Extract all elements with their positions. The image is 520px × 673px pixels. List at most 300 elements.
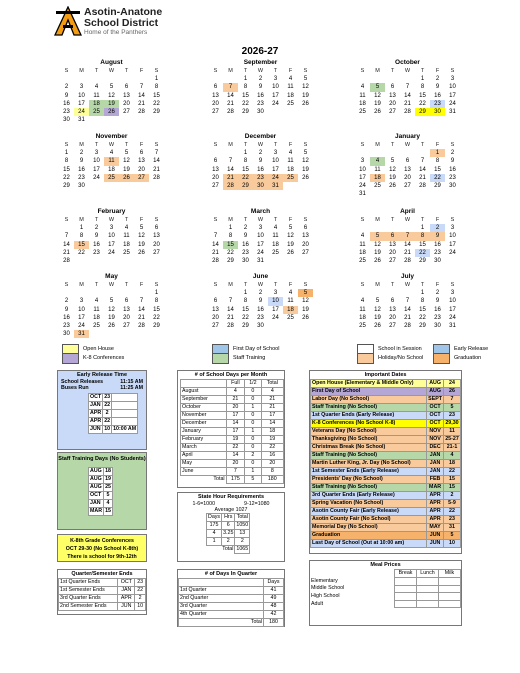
day-cell[interactable]: 8 xyxy=(420,298,425,305)
day-cell[interactable]: 24 xyxy=(272,314,279,321)
day-cell[interactable]: 5 xyxy=(109,84,114,91)
day-cell[interactable]: 10 xyxy=(272,158,279,165)
day-cell[interactable]: 9 xyxy=(79,158,84,165)
day-cell[interactable]: 13 xyxy=(302,233,309,240)
day-cell[interactable]: 8 xyxy=(154,84,159,91)
day-cell[interactable]: 21 xyxy=(212,249,219,256)
day-cell[interactable]: 19 xyxy=(374,314,381,321)
day-cell[interactable]: 23 xyxy=(257,314,264,321)
day-cell[interactable]: 11 xyxy=(93,92,100,99)
day-cell[interactable]: 6 xyxy=(385,232,400,240)
day-cell[interactable]: 30 xyxy=(430,108,445,116)
day-cell[interactable]: 28 xyxy=(227,323,234,330)
day-cell[interactable]: 21 xyxy=(404,100,411,107)
day-cell[interactable]: 1 xyxy=(79,225,84,232)
day-cell[interactable]: 6 xyxy=(139,150,144,157)
day-cell[interactable]: 26 xyxy=(302,314,309,321)
day-cell[interactable]: 4 xyxy=(288,150,293,157)
day-cell[interactable]: 7 xyxy=(139,298,144,305)
day-cell[interactable]: 2 xyxy=(430,224,445,232)
day-cell[interactable]: 30 xyxy=(242,258,249,265)
day-cell[interactable]: 30 xyxy=(257,109,264,116)
day-cell[interactable]: 20 xyxy=(212,314,219,321)
day-cell[interactable]: 13 xyxy=(389,306,396,313)
day-cell[interactable]: 19 xyxy=(302,92,309,99)
day-cell[interactable]: 15 xyxy=(223,241,238,249)
day-cell[interactable]: 17 xyxy=(272,166,279,173)
day-cell[interactable]: 26 xyxy=(302,174,309,181)
day-cell[interactable]: 7 xyxy=(420,158,425,165)
day-cell[interactable]: 21 xyxy=(63,249,70,256)
day-cell[interactable]: 5 xyxy=(375,298,380,305)
day-cell[interactable]: 7 xyxy=(405,298,410,305)
day-cell[interactable]: 13 xyxy=(123,92,130,99)
day-cell[interactable]: 15 xyxy=(419,92,426,99)
day-cell[interactable]: 4 xyxy=(273,225,278,232)
day-cell[interactable]: 7 xyxy=(400,232,415,240)
day-cell[interactable]: 28 xyxy=(227,109,234,116)
day-cell[interactable]: 25 xyxy=(359,323,366,330)
day-cell[interactable]: 7 xyxy=(228,298,233,305)
day-cell[interactable]: 15 xyxy=(153,306,160,313)
day-cell[interactable]: 16 xyxy=(449,166,456,173)
day-cell[interactable]: 27 xyxy=(212,109,219,116)
day-cell[interactable]: 28 xyxy=(404,258,411,265)
day-cell[interactable]: 15 xyxy=(153,92,160,99)
day-cell[interactable]: 1 xyxy=(154,290,159,297)
day-cell[interactable]: 12 xyxy=(302,84,309,91)
day-cell[interactable]: 4 xyxy=(360,84,365,91)
day-cell[interactable]: 23 xyxy=(253,174,268,182)
day-cell[interactable]: 31 xyxy=(449,109,456,116)
day-cell[interactable]: 13 xyxy=(153,233,160,240)
day-cell[interactable]: 1 xyxy=(420,290,425,297)
day-cell[interactable]: 6 xyxy=(154,225,159,232)
day-cell[interactable]: 10 xyxy=(257,233,264,240)
day-cell[interactable]: 21 xyxy=(138,314,145,321)
day-cell[interactable]: 20 xyxy=(153,241,160,248)
day-cell[interactable]: 12 xyxy=(374,241,381,248)
day-cell[interactable]: 23 xyxy=(449,174,456,181)
day-cell[interactable]: 1 xyxy=(420,76,425,83)
day-cell[interactable]: 14 xyxy=(138,306,145,313)
day-cell[interactable]: 7 xyxy=(405,84,410,91)
day-cell[interactable]: 28 xyxy=(138,323,145,330)
day-cell[interactable]: 9 xyxy=(64,92,69,99)
day-cell[interactable]: 1 xyxy=(243,290,248,297)
day-cell[interactable]: 18 xyxy=(123,241,130,248)
day-cell[interactable]: 1 xyxy=(64,150,69,157)
day-cell[interactable]: 2 xyxy=(435,290,440,297)
day-cell[interactable]: 2 xyxy=(450,150,455,157)
day-cell[interactable]: 4 xyxy=(124,225,129,232)
day-cell[interactable]: 5 xyxy=(370,83,385,91)
day-cell[interactable]: 17 xyxy=(449,306,456,313)
day-cell[interactable]: 12 xyxy=(287,233,294,240)
day-cell[interactable]: 13 xyxy=(212,166,219,173)
day-cell[interactable]: 25 xyxy=(374,183,381,190)
day-cell[interactable]: 8 xyxy=(64,158,69,165)
day-cell[interactable]: 2 xyxy=(94,225,99,232)
day-cell[interactable]: 16 xyxy=(434,306,441,313)
day-cell[interactable]: 27 xyxy=(123,109,130,116)
day-cell[interactable]: 1 xyxy=(243,76,248,83)
day-cell[interactable]: 11 xyxy=(359,241,366,248)
day-cell[interactable]: 20 xyxy=(389,100,396,107)
day-cell[interactable]: 9 xyxy=(258,158,263,165)
day-cell[interactable]: 25 xyxy=(287,314,294,321)
day-cell[interactable]: 9 xyxy=(94,233,99,240)
day-cell[interactable]: 6 xyxy=(213,158,218,165)
day-cell[interactable]: 27 xyxy=(302,249,309,256)
day-cell[interactable]: 18 xyxy=(359,249,366,256)
day-cell[interactable]: 7 xyxy=(154,150,159,157)
day-cell[interactable]: 30 xyxy=(257,323,264,330)
day-cell[interactable]: 23 xyxy=(257,100,264,107)
day-cell[interactable]: 1 xyxy=(154,76,159,83)
day-cell[interactable]: 13 xyxy=(212,92,219,99)
day-cell[interactable]: 4 xyxy=(288,290,293,297)
day-cell[interactable]: 11 xyxy=(359,306,366,313)
day-cell[interactable]: 26 xyxy=(108,323,115,330)
day-cell[interactable]: 13 xyxy=(389,92,396,99)
day-cell[interactable]: 22 xyxy=(153,314,160,321)
day-cell[interactable]: 8 xyxy=(243,84,248,91)
day-cell[interactable]: 27 xyxy=(153,249,160,256)
day-cell[interactable]: 9 xyxy=(243,233,248,240)
day-cell[interactable]: 28 xyxy=(223,182,238,190)
day-cell[interactable]: 22 xyxy=(419,314,426,321)
day-cell[interactable]: 25 xyxy=(93,323,100,330)
day-cell[interactable]: 9 xyxy=(64,306,69,313)
day-cell[interactable]: 15 xyxy=(242,92,249,99)
day-cell[interactable]: 11 xyxy=(359,92,366,99)
day-cell[interactable]: 29 xyxy=(419,258,426,265)
day-cell[interactable]: 12 xyxy=(389,166,396,173)
day-cell[interactable]: 28 xyxy=(404,109,411,116)
day-cell[interactable]: 17 xyxy=(272,92,279,99)
day-cell[interactable]: 8 xyxy=(228,233,233,240)
day-cell[interactable]: 2 xyxy=(258,76,263,83)
day-cell[interactable]: 29 xyxy=(242,323,249,330)
day-cell[interactable]: 28 xyxy=(419,183,426,190)
day-cell[interactable]: 6 xyxy=(390,84,395,91)
day-cell[interactable]: 18 xyxy=(287,92,294,99)
day-cell[interactable]: 27 xyxy=(123,323,130,330)
day-cell[interactable]: 19 xyxy=(374,249,381,256)
day-cell[interactable]: 23 xyxy=(93,249,100,256)
day-cell[interactable]: 13 xyxy=(212,306,219,313)
day-cell[interactable]: 25 xyxy=(359,109,366,116)
day-cell[interactable]: 26 xyxy=(138,249,145,256)
day-cell[interactable]: 3 xyxy=(109,225,114,232)
day-cell[interactable]: 11 xyxy=(287,84,294,91)
day-cell[interactable]: 30 xyxy=(63,331,70,338)
day-cell[interactable]: 19 xyxy=(374,100,381,107)
day-cell[interactable]: 4 xyxy=(360,233,365,240)
day-cell[interactable]: 1 xyxy=(430,149,445,157)
day-cell[interactable]: 29 xyxy=(153,323,160,330)
day-cell[interactable]: 9 xyxy=(450,158,455,165)
day-cell[interactable]: 6 xyxy=(213,84,218,91)
day-cell[interactable]: 5 xyxy=(303,150,308,157)
day-cell[interactable]: 11 xyxy=(287,158,294,165)
day-cell[interactable]: 3 xyxy=(273,76,278,83)
day-cell[interactable]: 16 xyxy=(257,92,264,99)
day-cell[interactable]: 25 xyxy=(283,174,298,182)
day-cell[interactable]: 2 xyxy=(64,298,69,305)
day-cell[interactable]: 8 xyxy=(243,158,248,165)
day-cell[interactable]: 19 xyxy=(287,241,294,248)
day-cell[interactable]: 12 xyxy=(374,92,381,99)
day-cell[interactable]: 19 xyxy=(302,166,309,173)
day-cell[interactable]: 4 xyxy=(360,298,365,305)
day-cell[interactable]: 9 xyxy=(430,232,445,240)
day-cell[interactable]: 2 xyxy=(435,76,440,83)
day-cell[interactable]: 6 xyxy=(213,298,218,305)
day-cell[interactable]: 12 xyxy=(108,92,115,99)
day-cell[interactable]: 10 xyxy=(78,306,85,313)
day-cell[interactable]: 30 xyxy=(78,183,85,190)
day-cell[interactable]: 4 xyxy=(94,298,99,305)
day-cell[interactable]: 13 xyxy=(404,166,411,173)
day-cell[interactable]: 15 xyxy=(63,166,70,173)
day-cell[interactable]: 22 xyxy=(63,174,70,181)
day-cell[interactable]: 22 xyxy=(227,249,234,256)
day-cell[interactable]: 23 xyxy=(63,323,70,330)
day-cell[interactable]: 11 xyxy=(93,306,100,313)
day-cell[interactable]: 27 xyxy=(389,109,396,116)
day-cell[interactable]: 18 xyxy=(359,314,366,321)
day-cell[interactable]: 16 xyxy=(78,166,85,173)
day-cell[interactable]: 12 xyxy=(138,233,145,240)
day-cell[interactable]: 4 xyxy=(370,157,385,165)
day-cell[interactable]: 2 xyxy=(64,84,69,91)
day-cell[interactable]: 1 xyxy=(228,225,233,232)
day-cell[interactable]: 8 xyxy=(154,298,159,305)
day-cell[interactable]: 23 xyxy=(78,174,85,181)
day-cell[interactable]: 29 xyxy=(242,109,249,116)
day-cell[interactable]: 3 xyxy=(450,225,455,232)
day-cell[interactable]: 20 xyxy=(389,314,396,321)
day-cell[interactable]: 26 xyxy=(119,174,134,182)
day-cell[interactable]: 14 xyxy=(404,241,411,248)
day-cell[interactable]: 5 xyxy=(370,232,385,240)
day-cell[interactable]: 20 xyxy=(138,166,145,173)
day-cell[interactable]: 29 xyxy=(419,323,426,330)
day-cell[interactable]: 17 xyxy=(272,306,279,313)
day-cell[interactable]: 13 xyxy=(123,306,130,313)
day-cell[interactable]: 9 xyxy=(258,298,263,305)
day-cell[interactable]: 30 xyxy=(449,183,456,190)
day-cell[interactable]: 22 xyxy=(430,174,445,182)
day-cell[interactable]: 25 xyxy=(272,249,279,256)
day-cell[interactable]: 24 xyxy=(78,323,85,330)
day-cell[interactable]: 24 xyxy=(272,100,279,107)
day-cell[interactable]: 15 xyxy=(242,166,249,173)
day-cell[interactable]: 7 xyxy=(228,158,233,165)
day-cell[interactable]: 3 xyxy=(258,225,263,232)
day-cell[interactable]: 14 xyxy=(227,306,234,313)
day-cell[interactable]: 21 xyxy=(153,166,160,173)
day-cell[interactable]: 29 xyxy=(63,183,70,190)
day-cell[interactable]: 20 xyxy=(212,100,219,107)
day-cell[interactable]: 22 xyxy=(238,174,253,182)
day-cell[interactable]: 16 xyxy=(242,241,249,248)
day-cell[interactable]: 14 xyxy=(227,166,234,173)
day-cell[interactable]: 10 xyxy=(268,297,283,305)
day-cell[interactable]: 20 xyxy=(212,174,219,181)
day-cell[interactable]: 23 xyxy=(242,249,249,256)
day-cell[interactable]: 22 xyxy=(78,249,85,256)
day-cell[interactable]: 5 xyxy=(390,158,395,165)
day-cell[interactable]: 6 xyxy=(390,298,395,305)
day-cell[interactable]: 3 xyxy=(450,290,455,297)
day-cell[interactable]: 15 xyxy=(242,306,249,313)
day-cell[interactable]: 5 xyxy=(124,150,129,157)
day-cell[interactable]: 19 xyxy=(123,166,130,173)
day-cell[interactable]: 16 xyxy=(63,314,70,321)
day-cell[interactable]: 15 xyxy=(419,306,426,313)
day-cell[interactable]: 11 xyxy=(374,166,381,173)
day-cell[interactable]: 2 xyxy=(258,150,263,157)
day-cell[interactable]: 21 xyxy=(223,174,238,182)
day-cell[interactable]: 30 xyxy=(253,182,268,190)
day-cell[interactable]: 8 xyxy=(243,298,248,305)
day-cell[interactable]: 18 xyxy=(283,306,298,314)
day-cell[interactable]: 3 xyxy=(450,76,455,83)
day-cell[interactable]: 30 xyxy=(434,258,441,265)
day-cell[interactable]: 20 xyxy=(123,100,130,107)
day-cell[interactable]: 19 xyxy=(104,100,119,108)
day-cell[interactable]: 12 xyxy=(374,306,381,313)
day-cell[interactable]: 8 xyxy=(79,233,84,240)
day-cell[interactable]: 3 xyxy=(79,84,84,91)
day-cell[interactable]: 1 xyxy=(420,225,425,232)
day-cell[interactable]: 31 xyxy=(74,330,89,338)
day-cell[interactable]: 8 xyxy=(420,84,425,91)
day-cell[interactable]: 11 xyxy=(123,233,130,240)
day-cell[interactable]: 17 xyxy=(257,241,264,248)
day-cell[interactable]: 26 xyxy=(302,100,309,107)
day-cell[interactable]: 7 xyxy=(213,233,218,240)
day-cell[interactable]: 8 xyxy=(415,232,430,240)
day-cell[interactable]: 29 xyxy=(238,182,253,190)
day-cell[interactable]: 5 xyxy=(288,225,293,232)
day-cell[interactable]: 12 xyxy=(302,298,309,305)
day-cell[interactable]: 17 xyxy=(78,314,85,321)
day-cell[interactable]: 4 xyxy=(94,84,99,91)
day-cell[interactable]: 16 xyxy=(93,241,100,248)
day-cell[interactable]: 31 xyxy=(268,182,283,190)
day-cell[interactable]: 21 xyxy=(227,314,234,321)
day-cell[interactable]: 26 xyxy=(389,183,396,190)
day-cell[interactable]: 21 xyxy=(404,249,411,256)
day-cell[interactable]: 14 xyxy=(138,92,145,99)
day-cell[interactable]: 3 xyxy=(273,290,278,297)
day-cell[interactable]: 24 xyxy=(268,174,283,182)
day-cell[interactable]: 3 xyxy=(79,298,84,305)
day-cell[interactable]: 10 xyxy=(108,233,115,240)
day-cell[interactable]: 18 xyxy=(89,100,104,108)
day-cell[interactable]: 21 xyxy=(227,100,234,107)
day-cell[interactable]: 17 xyxy=(93,166,100,173)
day-cell[interactable]: 5 xyxy=(298,289,313,297)
day-cell[interactable]: 24 xyxy=(257,249,264,256)
day-cell[interactable]: 28 xyxy=(404,323,411,330)
day-cell[interactable]: 14 xyxy=(404,306,411,313)
day-cell[interactable]: 24 xyxy=(449,314,456,321)
day-cell[interactable]: 18 xyxy=(370,174,385,182)
day-cell[interactable]: 18 xyxy=(108,166,115,173)
day-cell[interactable]: 14 xyxy=(227,92,234,99)
day-cell[interactable]: 19 xyxy=(302,306,309,313)
day-cell[interactable]: 29 xyxy=(434,183,441,190)
day-cell[interactable]: 31 xyxy=(257,258,264,265)
day-cell[interactable]: 5 xyxy=(303,76,308,83)
day-cell[interactable]: 22 xyxy=(242,100,249,107)
day-cell[interactable]: 9 xyxy=(435,298,440,305)
day-cell[interactable]: 24 xyxy=(93,174,100,181)
day-cell[interactable]: 2 xyxy=(258,290,263,297)
day-cell[interactable]: 22 xyxy=(153,100,160,107)
day-cell[interactable]: 14 xyxy=(212,241,219,248)
day-cell[interactable]: 22 xyxy=(242,314,249,321)
day-cell[interactable]: 12 xyxy=(108,306,115,313)
day-cell[interactable]: 25 xyxy=(123,249,130,256)
day-cell[interactable]: 14 xyxy=(63,241,70,248)
day-cell[interactable]: 16 xyxy=(434,241,441,248)
day-cell[interactable]: 15 xyxy=(74,241,89,249)
day-cell[interactable]: 18 xyxy=(359,100,366,107)
day-cell[interactable]: 27 xyxy=(134,174,149,182)
day-cell[interactable]: 31 xyxy=(78,117,85,124)
day-cell[interactable]: 17 xyxy=(78,100,85,107)
day-cell[interactable]: 25 xyxy=(359,258,366,265)
day-cell[interactable]: 26 xyxy=(374,323,381,330)
day-cell[interactable]: 17 xyxy=(359,174,366,181)
day-cell[interactable]: 13 xyxy=(389,241,396,248)
day-cell[interactable]: 31 xyxy=(359,191,366,198)
day-cell[interactable]: 21 xyxy=(404,314,411,321)
day-cell[interactable]: 18 xyxy=(272,241,279,248)
day-cell[interactable]: 23 xyxy=(430,100,445,108)
day-cell[interactable]: 6 xyxy=(303,225,308,232)
day-cell[interactable]: 26 xyxy=(374,258,381,265)
day-cell[interactable]: 6 xyxy=(124,84,129,91)
day-cell[interactable]: 9 xyxy=(258,84,263,91)
day-cell[interactable]: 30 xyxy=(434,323,441,330)
day-cell[interactable]: 2 xyxy=(79,150,84,157)
day-cell[interactable]: 26 xyxy=(374,109,381,116)
day-cell[interactable]: 14 xyxy=(419,166,426,173)
day-cell[interactable]: 24 xyxy=(108,249,115,256)
day-cell[interactable]: 7 xyxy=(64,233,69,240)
day-cell[interactable]: 26 xyxy=(104,108,119,116)
day-cell[interactable]: 23 xyxy=(434,249,441,256)
day-cell[interactable]: 24 xyxy=(74,108,89,116)
day-cell[interactable]: 16 xyxy=(434,92,441,99)
day-cell[interactable]: 13 xyxy=(138,158,145,165)
day-cell[interactable]: 17 xyxy=(449,241,456,248)
day-cell[interactable]: 1 xyxy=(243,150,248,157)
day-cell[interactable]: 3 xyxy=(360,158,365,165)
day-cell[interactable]: 11 xyxy=(287,298,294,305)
day-cell[interactable]: 11 xyxy=(104,157,119,165)
day-cell[interactable]: 14 xyxy=(404,92,411,99)
day-cell[interactable]: 7 xyxy=(223,83,238,91)
day-cell[interactable]: 10 xyxy=(449,233,456,240)
